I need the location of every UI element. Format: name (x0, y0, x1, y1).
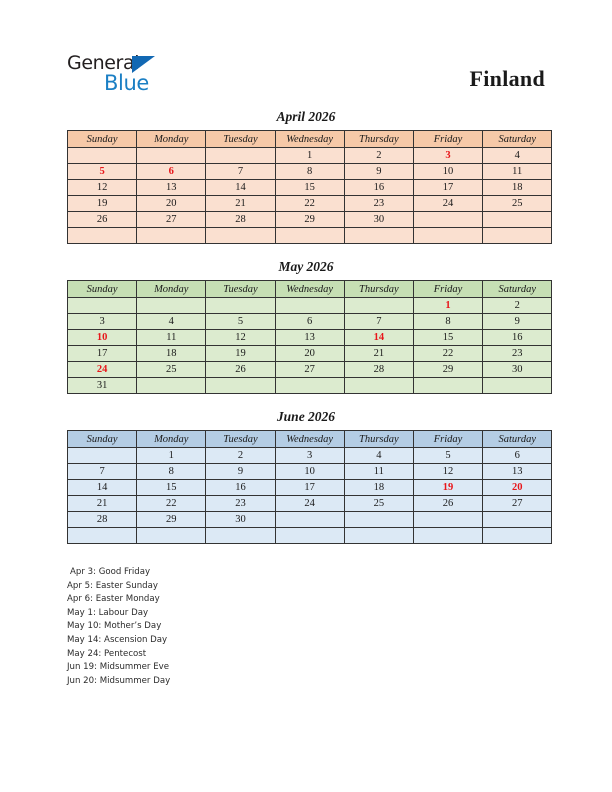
calendar-week-row (68, 528, 552, 544)
calendar-day[interactable]: 23 (483, 346, 552, 362)
holiday-list-item: May 1: Labour Day (67, 607, 149, 618)
logo-text-general: General (67, 52, 140, 74)
calendar-day[interactable]: 20 (275, 346, 344, 362)
calendar-day[interactable]: 18 (344, 480, 413, 496)
calendar-week-row (68, 480, 552, 496)
calendar-week-row (68, 378, 552, 394)
calendar-day[interactable]: 5 (413, 448, 482, 464)
calendar-day[interactable]: 15 (275, 180, 344, 196)
calendar-week-row (68, 346, 552, 362)
calendar-day[interactable]: 5 (206, 314, 275, 330)
calendar-day-holiday[interactable]: 14 (344, 330, 413, 346)
calendar-day[interactable]: 1 (137, 448, 206, 464)
weekday-header-friday: Friday (413, 431, 482, 448)
weekday-header-row (68, 131, 552, 148)
calendar-day[interactable]: 7 (344, 314, 413, 330)
calendar-day[interactable]: 23 (206, 496, 275, 512)
calendar-day[interactable]: 15 (413, 330, 482, 346)
calendar-day[interactable]: 13 (483, 464, 552, 480)
calendar-day[interactable]: 2 (344, 148, 413, 164)
calendar-day[interactable]: 28 (68, 512, 137, 528)
calendar-day[interactable]: 4 (344, 448, 413, 464)
calendar-day[interactable]: 8 (275, 164, 344, 180)
calendar-day[interactable]: 2 (206, 448, 275, 464)
calendar-day[interactable]: 7 (206, 164, 275, 180)
calendar-day[interactable]: 19 (68, 196, 137, 212)
calendar-day-holiday[interactable]: 20 (483, 480, 552, 496)
calendar-cell-empty (68, 298, 137, 314)
weekday-header-row (68, 281, 552, 298)
calendar-day-holiday[interactable]: 3 (413, 148, 482, 164)
calendar-cell-empty (344, 378, 413, 394)
country-title: Finland (469, 66, 545, 91)
month-title: June 2026 (276, 409, 336, 424)
calendar-week-row (68, 180, 552, 196)
calendar-day[interactable]: 22 (413, 346, 482, 362)
calendar-cell-empty (206, 148, 275, 164)
calendar-day[interactable]: 4 (137, 314, 206, 330)
calendar-day[interactable]: 14 (206, 180, 275, 196)
calendar-day[interactable]: 24 (413, 196, 482, 212)
weekday-header-wednesday: Wednesday (275, 431, 344, 448)
calendar-table-april (67, 130, 552, 244)
calendar-day-holiday[interactable]: 19 (413, 480, 482, 496)
calendar-day[interactable]: 16 (344, 180, 413, 196)
holiday-list-item: May 24: Pentecost (67, 648, 147, 659)
holiday-list-item: May 10: Mother’s Day (67, 621, 162, 632)
calendar-cell-empty (483, 512, 552, 528)
calendar-day[interactable]: 25 (137, 362, 206, 378)
calendar-day[interactable]: 23 (344, 196, 413, 212)
calendar-day[interactable]: 29 (275, 212, 344, 228)
calendar-day[interactable]: 16 (206, 480, 275, 496)
calendar-day[interactable]: 11 (344, 464, 413, 480)
calendar-day[interactable]: 27 (483, 496, 552, 512)
calendar-week-row (68, 330, 552, 346)
weekday-header-tuesday: Tuesday (206, 431, 275, 448)
calendar-cell-empty (206, 528, 275, 544)
calendar-week-row (68, 212, 552, 228)
calendar-cell-empty (413, 528, 482, 544)
holiday-list-item: Apr 3: Good Friday (70, 567, 151, 577)
calendar-cell-empty (413, 378, 482, 394)
calendar-day[interactable]: 13 (137, 180, 206, 196)
calendar-cell-empty (483, 378, 552, 394)
calendar-cell-empty (413, 228, 482, 244)
calendar-day[interactable]: 21 (206, 196, 275, 212)
calendar-day[interactable]: 22 (137, 496, 206, 512)
weekday-header-saturday: Saturday (483, 281, 552, 298)
weekday-header-thursday: Thursday (344, 281, 413, 298)
weekday-header-thursday: Thursday (344, 131, 413, 148)
calendar-day[interactable]: 26 (68, 212, 137, 228)
calendar-cell-empty (68, 448, 137, 464)
weekday-header-monday: Monday (137, 281, 206, 298)
calendar-day[interactable]: 10 (413, 164, 482, 180)
calendar-day[interactable]: 20 (137, 196, 206, 212)
calendar-cell-empty (137, 298, 206, 314)
calendar-week-row (68, 464, 552, 480)
weekday-header-sunday: Sunday (68, 131, 137, 148)
calendar-day[interactable]: 21 (68, 496, 137, 512)
calendar-cell-empty (344, 512, 413, 528)
calendar-day[interactable]: 12 (413, 464, 482, 480)
logo-text-blue: Blue (104, 71, 149, 95)
calendar-day[interactable]: 30 (483, 362, 552, 378)
weekday-header-friday: Friday (413, 131, 482, 148)
calendar-day[interactable]: 18 (137, 346, 206, 362)
calendar-day[interactable]: 21 (344, 346, 413, 362)
calendar-cell-empty (206, 378, 275, 394)
calendar-cell-empty (137, 378, 206, 394)
calendar-cell-empty (206, 228, 275, 244)
weekday-header-sunday: Sunday (68, 431, 137, 448)
calendar-cell-empty (483, 528, 552, 544)
calendar-table-may (67, 280, 552, 394)
calendar-day[interactable]: 26 (206, 362, 275, 378)
calendar-day[interactable]: 9 (483, 314, 552, 330)
calendar-day[interactable]: 25 (344, 496, 413, 512)
calendar-cell-empty (275, 528, 344, 544)
holiday-list-item: May 14: Ascension Day (67, 634, 168, 645)
calendar-day[interactable]: 9 (206, 464, 275, 480)
calendar-day[interactable]: 2 (483, 298, 552, 314)
weekday-header-monday: Monday (137, 431, 206, 448)
calendar-day-holiday[interactable]: 24 (68, 362, 137, 378)
weekday-header-saturday: Saturday (483, 131, 552, 148)
page-header (67, 52, 545, 100)
calendar-day[interactable]: 22 (275, 196, 344, 212)
calendar-day[interactable]: 27 (137, 212, 206, 228)
calendar-cell-empty (275, 298, 344, 314)
calendar-cell-empty (137, 228, 206, 244)
calendar-cell-empty (275, 512, 344, 528)
month-title: April 2026 (276, 109, 336, 124)
calendar-day[interactable]: 29 (413, 362, 482, 378)
calendar-day[interactable]: 31 (68, 378, 137, 394)
calendar-week-row (68, 228, 552, 244)
calendar-cell-empty (413, 212, 482, 228)
weekday-header-sunday: Sunday (68, 281, 137, 298)
calendar-day[interactable]: 1 (275, 148, 344, 164)
calendar-day[interactable]: 8 (137, 464, 206, 480)
calendar-day[interactable]: 28 (344, 362, 413, 378)
holiday-list-item: Jun 20: Midsummer Day (67, 675, 171, 686)
calendar-cell-empty (483, 228, 552, 244)
calendar-cell-empty (137, 148, 206, 164)
calendar-day[interactable]: 10 (275, 464, 344, 480)
calendar-week-row (68, 496, 552, 512)
calendar-day[interactable]: 3 (68, 314, 137, 330)
calendar-day[interactable]: 29 (137, 512, 206, 528)
calendar-day-holiday[interactable]: 5 (68, 164, 137, 180)
calendar-day[interactable]: 17 (275, 480, 344, 496)
holiday-legend (67, 566, 367, 688)
calendar-cell-empty (68, 148, 137, 164)
weekday-header-tuesday: Tuesday (206, 131, 275, 148)
calendar-cell-empty (483, 212, 552, 228)
weekday-header-monday: Monday (137, 131, 206, 148)
calendar-day[interactable]: 26 (413, 496, 482, 512)
weekday-header-thursday: Thursday (344, 431, 413, 448)
calendar-day[interactable]: 30 (206, 512, 275, 528)
calendar-day[interactable]: 7 (68, 464, 137, 480)
calendar-day[interactable]: 19 (206, 346, 275, 362)
calendar-cell-empty (344, 228, 413, 244)
calendar-day[interactable]: 6 (483, 448, 552, 464)
calendar-day[interactable]: 18 (483, 180, 552, 196)
calendar-day[interactable]: 30 (344, 212, 413, 228)
calendar-day[interactable]: 15 (137, 480, 206, 496)
month-title: May 2026 (278, 259, 334, 274)
calendar-day[interactable]: 8 (413, 314, 482, 330)
calendar-day[interactable]: 16 (483, 330, 552, 346)
month-block-june (67, 408, 545, 544)
calendar-day[interactable]: 24 (275, 496, 344, 512)
calendar-day[interactable]: 3 (275, 448, 344, 464)
calendar-day[interactable]: 28 (206, 212, 275, 228)
weekday-header-wednesday: Wednesday (275, 281, 344, 298)
holiday-list-item: Jun 19: Midsummer Eve (67, 662, 170, 673)
calendar-day[interactable]: 9 (344, 164, 413, 180)
calendar-day[interactable]: 12 (68, 180, 137, 196)
holiday-list-item: Apr 6: Easter Monday (67, 594, 160, 605)
calendar-week-row (68, 314, 552, 330)
calendar-week-row (68, 196, 552, 212)
holiday-list-item: Apr 5: Easter Sunday (67, 580, 158, 591)
weekday-header-tuesday: Tuesday (206, 281, 275, 298)
calendar-cell-empty (68, 528, 137, 544)
calendar-week-row (68, 512, 552, 528)
calendar-table-june (67, 430, 552, 544)
calendar-day-holiday[interactable]: 1 (413, 298, 482, 314)
calendar-cell-empty (275, 378, 344, 394)
calendar-cell-empty (275, 228, 344, 244)
calendar-cell-empty (344, 528, 413, 544)
calendar-week-row (68, 298, 552, 314)
calendar-body (68, 298, 552, 394)
calendar-day[interactable]: 6 (275, 314, 344, 330)
calendar-day[interactable]: 11 (483, 164, 552, 180)
weekday-header-row (68, 431, 552, 448)
month-block-april (67, 108, 545, 244)
calendar-cell-empty (206, 298, 275, 314)
calendar-day[interactable]: 27 (275, 362, 344, 378)
calendar-body (68, 448, 552, 544)
calendar-cell-empty (68, 228, 137, 244)
calendar-day[interactable]: 12 (206, 330, 275, 346)
calendar-cell-empty (137, 528, 206, 544)
weekday-header-saturday: Saturday (483, 431, 552, 448)
calendar-cell-empty (413, 512, 482, 528)
calendar-day[interactable]: 25 (483, 196, 552, 212)
calendar-day[interactable]: 13 (275, 330, 344, 346)
calendar-day[interactable]: 17 (68, 346, 137, 362)
month-block-may (67, 258, 545, 394)
calendar-day-holiday[interactable]: 6 (137, 164, 206, 180)
general-blue-logo (67, 52, 187, 98)
calendar-day[interactable]: 11 (137, 330, 206, 346)
calendar-day[interactable]: 4 (483, 148, 552, 164)
calendar-body (68, 148, 552, 244)
weekday-header-friday: Friday (413, 281, 482, 298)
calendar-day[interactable]: 14 (68, 480, 137, 496)
weekday-header-wednesday: Wednesday (275, 131, 344, 148)
calendar-day-holiday[interactable]: 10 (68, 330, 137, 346)
calendar-week-row (68, 148, 552, 164)
calendar-week-row (68, 448, 552, 464)
calendar-day[interactable]: 17 (413, 180, 482, 196)
calendar-week-row (68, 164, 552, 180)
calendar-week-row (68, 362, 552, 378)
calendar-cell-empty (344, 298, 413, 314)
